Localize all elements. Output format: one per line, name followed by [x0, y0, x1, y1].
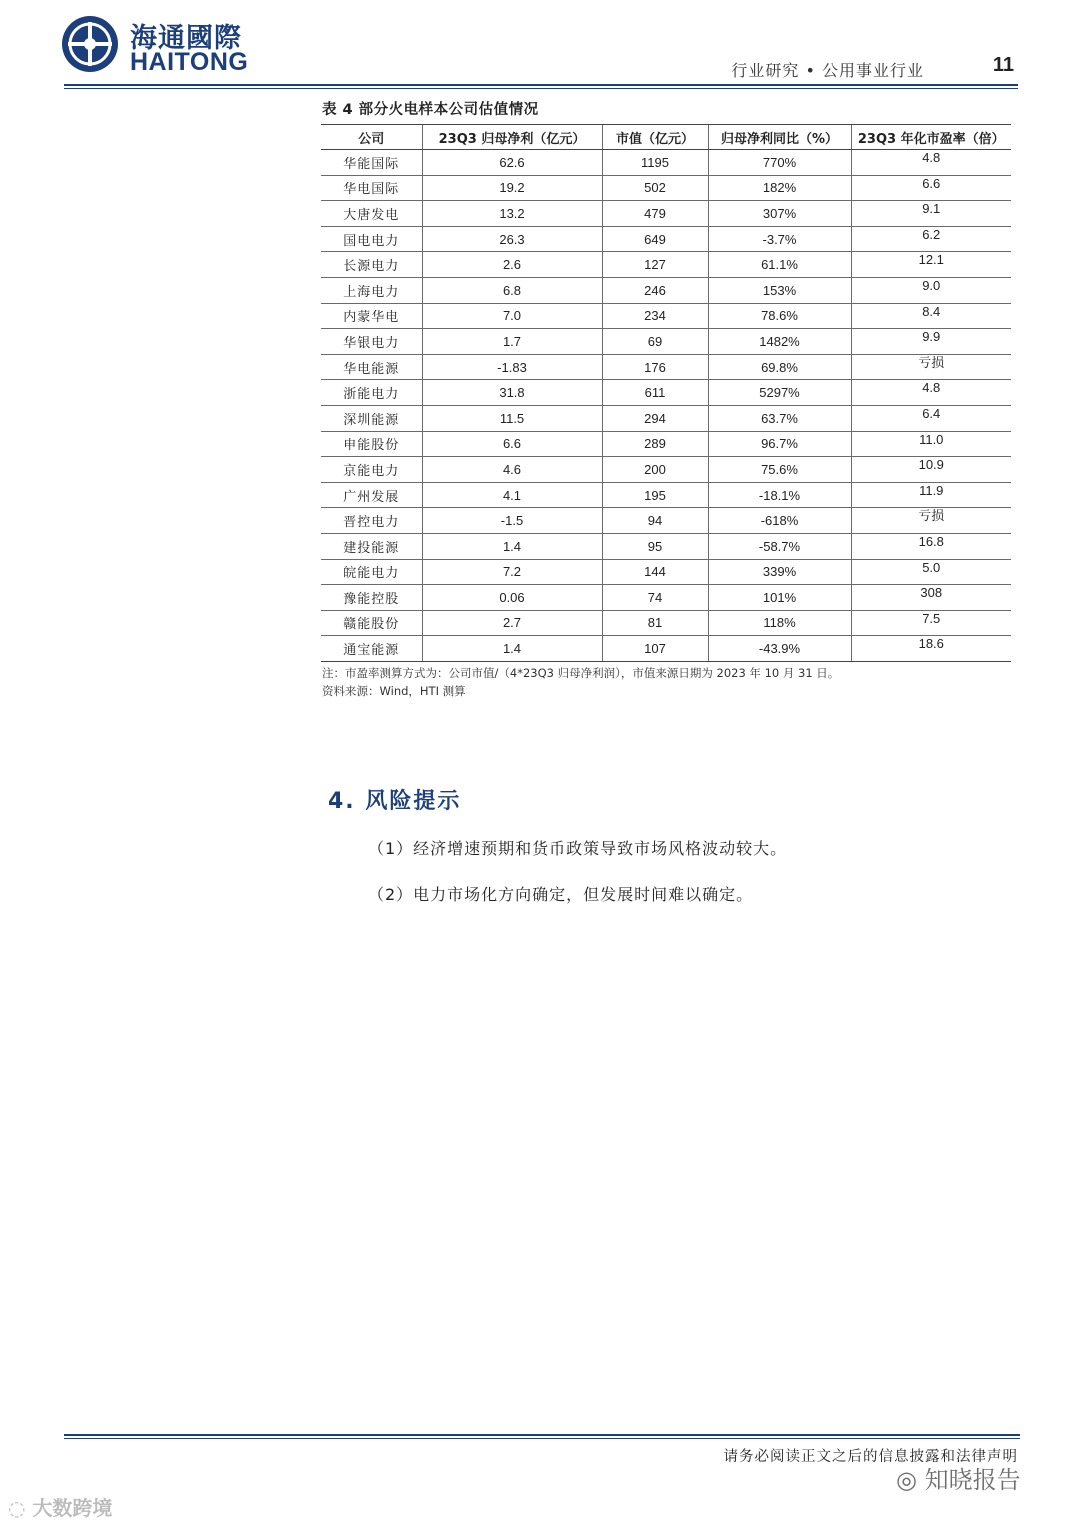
cell-net-profit: 1.4 — [422, 636, 602, 662]
cell-market-cap: 144 — [602, 559, 708, 585]
haitong-logo-icon — [60, 14, 120, 74]
cell-net-profit: -1.5 — [422, 508, 602, 534]
header-yoy: 归母净利同比（%） — [708, 125, 851, 150]
cell-net-profit: 26.3 — [422, 226, 602, 252]
cell-yoy: 153% — [708, 277, 851, 303]
table-row — [321, 150, 1011, 176]
cell-pe: 9.9 — [851, 329, 1011, 355]
cell-yoy: 182% — [708, 175, 851, 201]
cell-market-cap: 649 — [602, 226, 708, 252]
cell-pe: 9.1 — [851, 201, 1011, 227]
cell-yoy: 307% — [708, 201, 851, 227]
cell-yoy: -18.1% — [708, 482, 851, 508]
cell-market-cap: 294 — [602, 405, 708, 431]
cell-market-cap: 611 — [602, 380, 708, 406]
brand-name-cn: 海通國際 — [130, 23, 242, 54]
header-market-cap: 市值（亿元） — [602, 125, 708, 150]
cell-company: 大唐发电 — [321, 201, 422, 227]
table-row — [321, 277, 1011, 303]
cell-net-profit: 19.2 — [422, 175, 602, 201]
footer-divider-thin — [64, 1438, 1020, 1439]
cell-yoy: 96.7% — [708, 431, 851, 457]
cell-net-profit: 7.2 — [422, 559, 602, 585]
table-row — [321, 636, 1011, 662]
cell-company: 深圳能源 — [321, 405, 422, 431]
cell-pe: 18.6 — [851, 636, 1011, 662]
risk-item: （2）电力市场化方向确定，但发展时间难以确定。 — [368, 885, 754, 904]
cell-pe: 6.6 — [851, 175, 1011, 201]
table-row — [321, 508, 1011, 534]
cell-yoy: 118% — [708, 610, 851, 636]
cell-company: 华能国际 — [321, 150, 422, 176]
cell-company: 赣能股份 — [321, 610, 422, 636]
cell-market-cap: 246 — [602, 277, 708, 303]
cell-market-cap: 502 — [602, 175, 708, 201]
cell-net-profit: 4.1 — [422, 482, 602, 508]
valuation-table — [321, 124, 1011, 662]
cell-net-profit: 7.0 — [422, 303, 602, 329]
cell-yoy: 61.1% — [708, 252, 851, 278]
cell-pe: 10.9 — [851, 457, 1011, 483]
cell-pe: 9.0 — [851, 277, 1011, 303]
cell-pe: 11.9 — [851, 482, 1011, 508]
cell-market-cap: 176 — [602, 354, 708, 380]
cell-yoy: 5297% — [708, 380, 851, 406]
cell-pe: 8.4 — [851, 303, 1011, 329]
cell-pe: 亏损 — [851, 354, 1011, 380]
table-row — [321, 610, 1011, 636]
cell-net-profit: 6.6 — [422, 431, 602, 457]
cell-market-cap: 479 — [602, 201, 708, 227]
cell-net-profit: 4.6 — [422, 457, 602, 483]
disclaimer: 请务必阅读正文之后的信息披露和法律声明 — [723, 1449, 1018, 1465]
table-row — [321, 175, 1011, 201]
watermark-logo-icon: ◌ — [8, 1496, 33, 1520]
company-logo — [60, 12, 300, 76]
cell-yoy: 339% — [708, 559, 851, 585]
cell-market-cap: 289 — [602, 431, 708, 457]
section-title: 4. 风险提示 — [328, 789, 462, 814]
cell-net-profit: 6.8 — [422, 277, 602, 303]
header-pe: 23Q3 年化市盈率（倍） — [851, 125, 1011, 150]
cell-net-profit: 2.7 — [422, 610, 602, 636]
cell-net-profit: 31.8 — [422, 380, 602, 406]
cell-yoy: 75.6% — [708, 457, 851, 483]
table-row — [321, 533, 1011, 559]
cell-company: 京能电力 — [321, 457, 422, 483]
cell-yoy: 770% — [708, 150, 851, 176]
table-row — [321, 457, 1011, 483]
cell-market-cap: 81 — [602, 610, 708, 636]
cell-yoy: 63.7% — [708, 405, 851, 431]
cell-net-profit: 2.6 — [422, 252, 602, 278]
cell-company: 华银电力 — [321, 329, 422, 355]
cell-market-cap: 69 — [602, 329, 708, 355]
cell-company: 皖能电力 — [321, 559, 422, 585]
cell-company: 晋控电力 — [321, 508, 422, 534]
table-note: 注：市盈率测算方式为：公司市值/（4*23Q3 归母净利润），市值来源日期为 2023 年 10 月 31 日。 — [322, 666, 840, 680]
cell-company: 申能股份 — [321, 431, 422, 457]
table-source: 资料来源：Wind，HTI 测算 — [322, 684, 466, 698]
cell-net-profit: 1.4 — [422, 533, 602, 559]
cell-yoy: -58.7% — [708, 533, 851, 559]
cell-pe: 308 — [851, 585, 1011, 611]
cell-yoy: 1482% — [708, 329, 851, 355]
cell-market-cap: 1195 — [602, 150, 708, 176]
footer-divider — [64, 1434, 1020, 1436]
cell-market-cap: 200 — [602, 457, 708, 483]
cell-net-profit: 0.06 — [422, 585, 602, 611]
cell-market-cap: 107 — [602, 636, 708, 662]
cell-pe: 16.8 — [851, 533, 1011, 559]
cell-yoy: 78.6% — [708, 303, 851, 329]
cell-company: 建投能源 — [321, 533, 422, 559]
table-row — [321, 354, 1011, 380]
cell-market-cap: 94 — [602, 508, 708, 534]
cell-pe: 6.4 — [851, 405, 1011, 431]
table-row — [321, 303, 1011, 329]
cell-pe: 亏损 — [851, 508, 1011, 534]
cell-pe: 4.8 — [851, 150, 1011, 176]
header-company: 公司 — [321, 125, 422, 150]
header-net-profit: 23Q3 归母净利（亿元） — [422, 125, 602, 150]
table-row — [321, 405, 1011, 431]
table-row — [321, 585, 1011, 611]
table-row — [321, 431, 1011, 457]
cell-pe: 12.1 — [851, 252, 1011, 278]
table-row — [321, 380, 1011, 406]
cell-pe: 11.0 — [851, 431, 1011, 457]
cell-net-profit: 62.6 — [422, 150, 602, 176]
cell-market-cap: 195 — [602, 482, 708, 508]
table-row — [321, 482, 1011, 508]
cell-company: 通宝能源 — [321, 636, 422, 662]
cell-company: 长源电力 — [321, 252, 422, 278]
brand-name-en: HAITONG — [130, 48, 249, 76]
table-row — [321, 559, 1011, 585]
cell-pe: 5.0 — [851, 559, 1011, 585]
cell-net-profit: 13.2 — [422, 201, 602, 227]
cell-company: 国电电力 — [321, 226, 422, 252]
header-divider — [64, 84, 1018, 86]
cell-market-cap: 127 — [602, 252, 708, 278]
cell-pe: 4.8 — [851, 380, 1011, 406]
table-row — [321, 201, 1011, 227]
table-title: 表 4 部分火电样本公司估值情况 — [322, 102, 539, 118]
risk-item: （1）经济增速预期和货币政策导致市场风格波动较大。 — [368, 839, 788, 858]
cell-pe: 7.5 — [851, 610, 1011, 636]
cell-company: 浙能电力 — [321, 380, 422, 406]
cell-market-cap: 234 — [602, 303, 708, 329]
watermark-right: ◎ 知晓报告 — [896, 1466, 1021, 1494]
cell-company: 豫能控股 — [321, 585, 422, 611]
cell-company: 上海电力 — [321, 277, 422, 303]
cell-company: 华电国际 — [321, 175, 422, 201]
cell-net-profit: 1.7 — [422, 329, 602, 355]
wechat-icon: ◎ — [896, 1466, 925, 1494]
cell-pe: 6.2 — [851, 226, 1011, 252]
table-row — [321, 226, 1011, 252]
cell-yoy: -43.9% — [708, 636, 851, 662]
page-number: 11 — [992, 54, 1014, 76]
cell-company: 华电能源 — [321, 354, 422, 380]
cell-company: 广州发展 — [321, 482, 422, 508]
cell-yoy: -3.7% — [708, 226, 851, 252]
table-row — [321, 252, 1011, 278]
cell-market-cap: 95 — [602, 533, 708, 559]
table-header-row — [321, 125, 1011, 150]
table-row — [321, 329, 1011, 355]
cell-company: 内蒙华电 — [321, 303, 422, 329]
cell-yoy: -618% — [708, 508, 851, 534]
watermark-left: ◌ 大数跨境 — [8, 1496, 113, 1520]
cell-net-profit: -1.83 — [422, 354, 602, 380]
header-divider-thin — [64, 88, 1018, 89]
cell-net-profit: 11.5 — [422, 405, 602, 431]
cell-yoy: 69.8% — [708, 354, 851, 380]
report-section: 行业研究 • 公用事业行业 — [731, 61, 924, 80]
cell-yoy: 101% — [708, 585, 851, 611]
cell-market-cap: 74 — [602, 585, 708, 611]
